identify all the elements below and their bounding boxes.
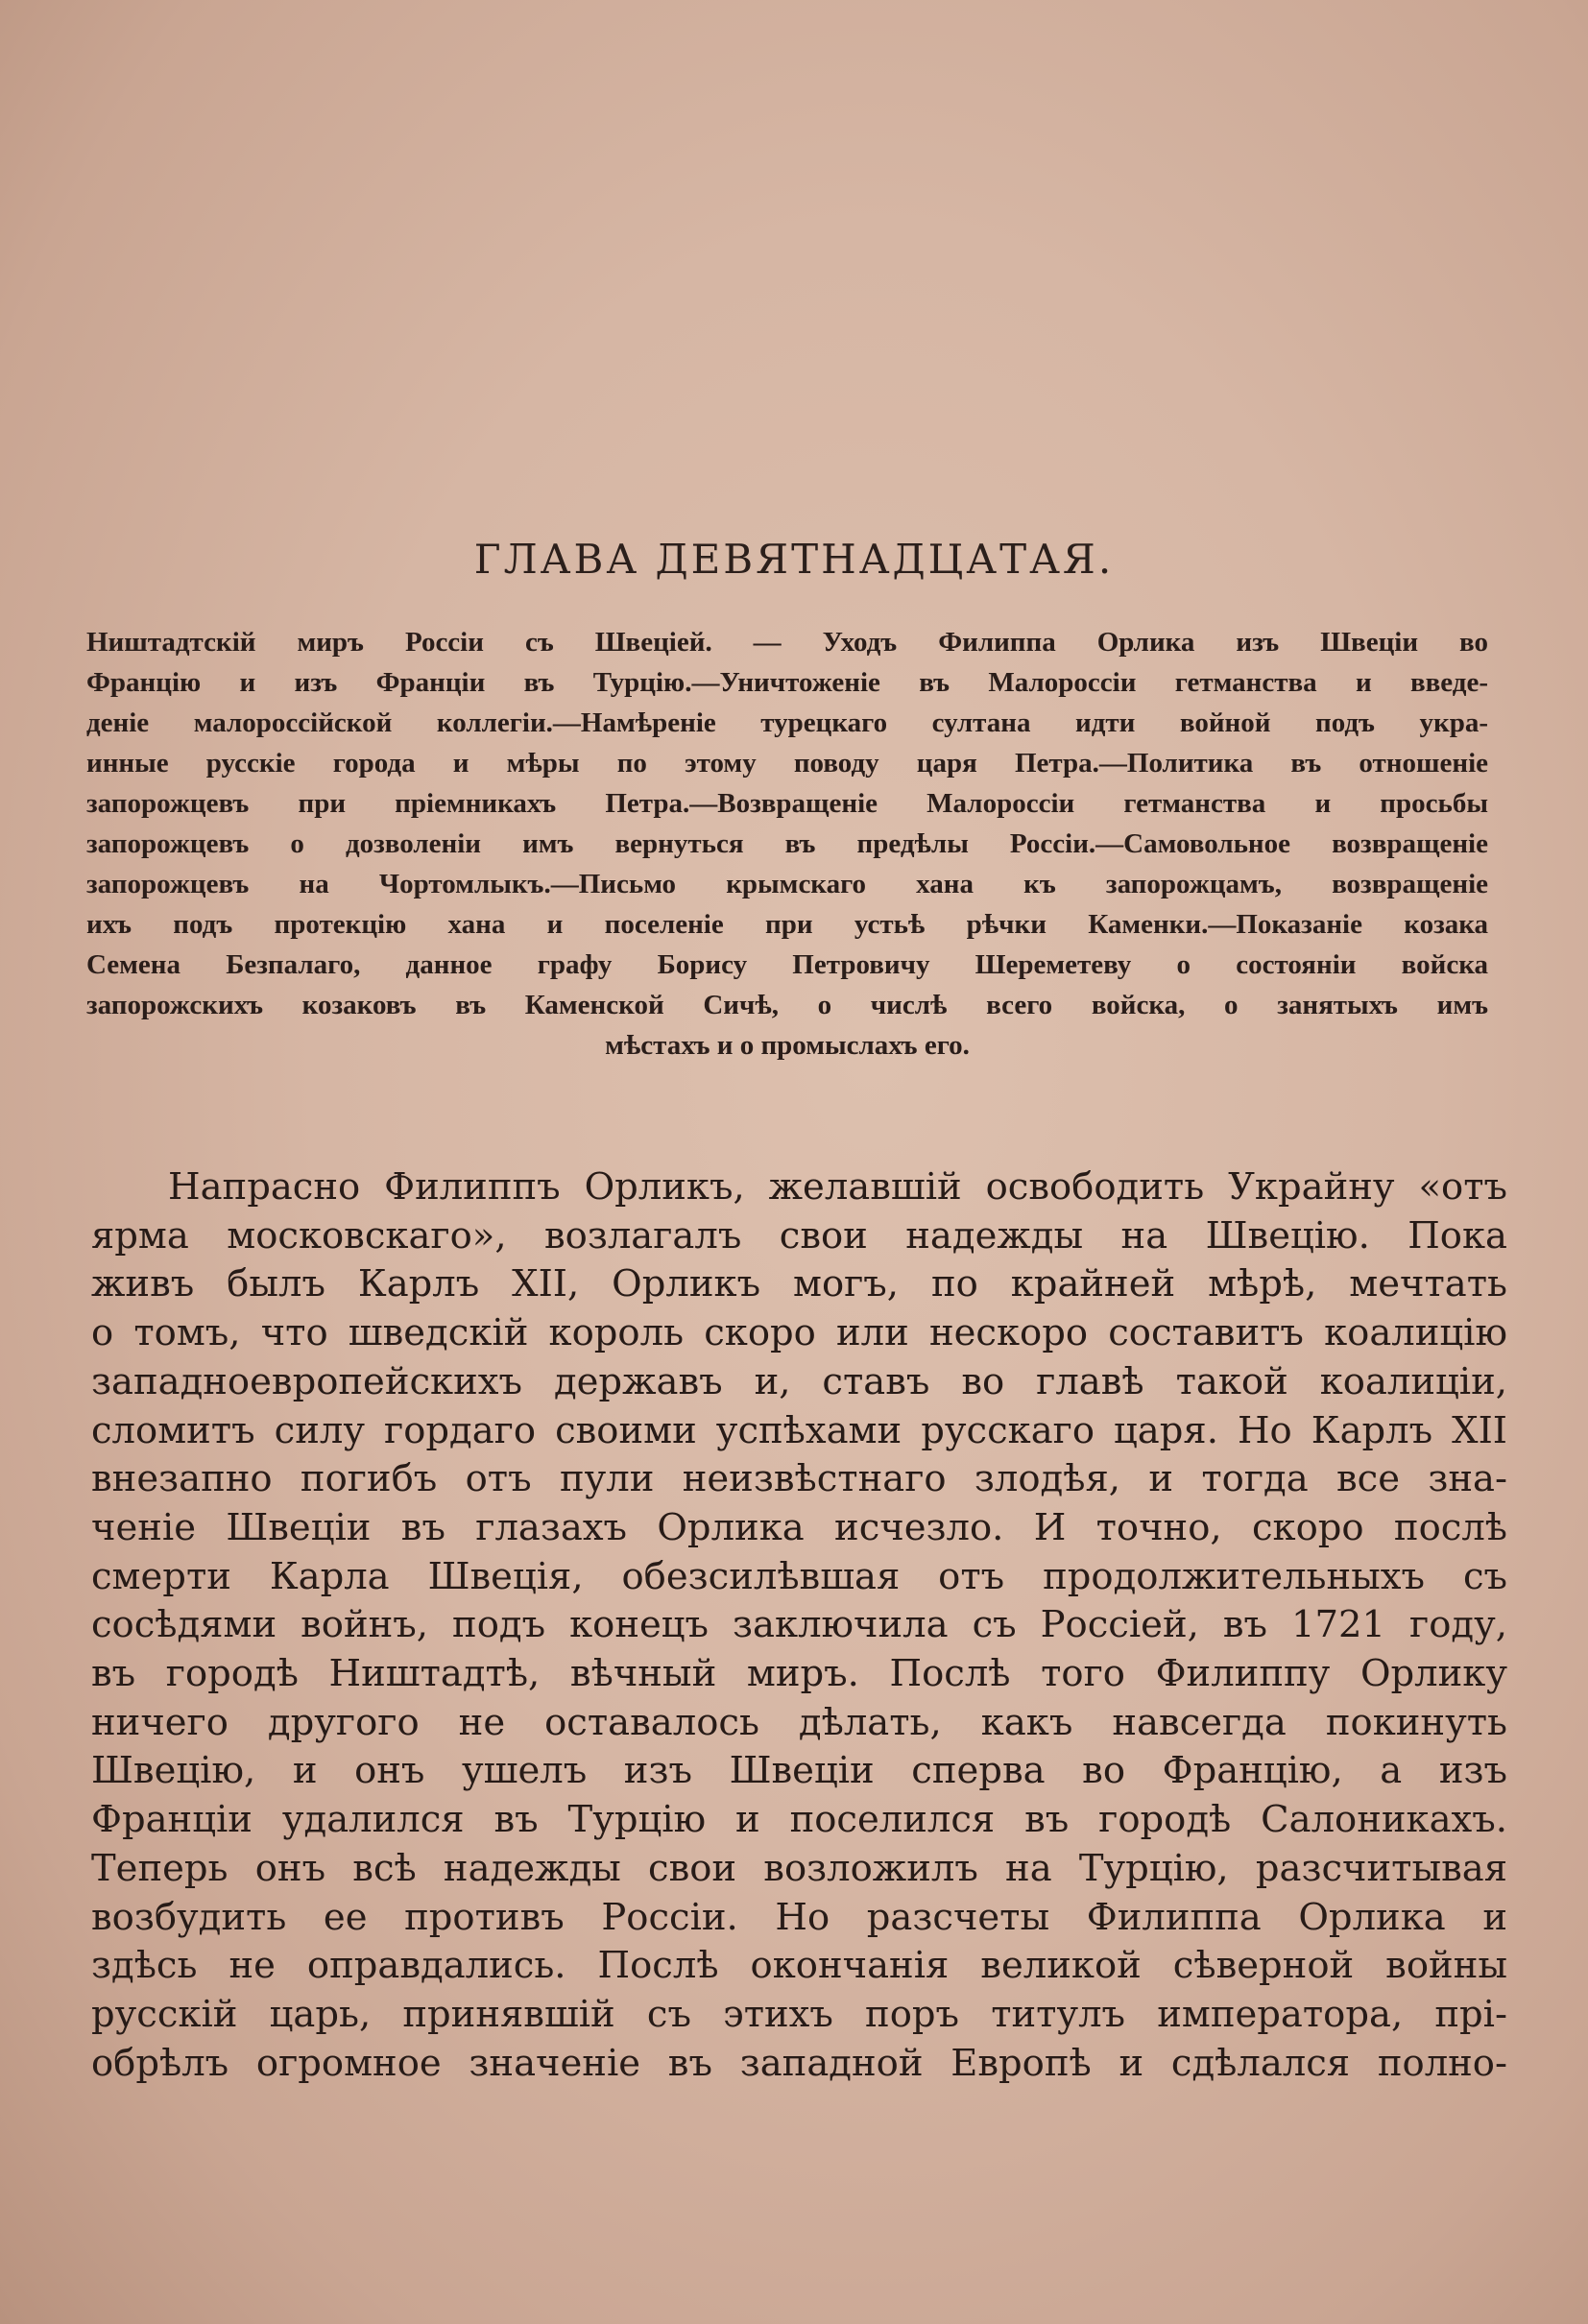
body-paragraph bbox=[91, 1163, 1507, 2088]
body-line: возбудить ее противъ Россіи. Но разсчеты Филиппа Орлика и bbox=[91, 1895, 1507, 1939]
summary-line: запорожскихъ козаковъ въ Каменской Сичѣ, о числѣ всего войска, о занятыхъ имъ bbox=[86, 990, 1488, 1020]
body-line: ничего другого не оставалось дѣлать, какъ навсегда покинуть bbox=[91, 1700, 1507, 1744]
body-line: живъ былъ Карлъ XII, Орликъ могъ, по крайней мѣрѣ, мечтать bbox=[91, 1262, 1507, 1306]
summary-line: запорожцевъ на Чортомлыкъ.—Письмо крымскаго хана къ запорожцамъ, возвращеніе bbox=[86, 869, 1488, 899]
body-line: Напрасно Филиппъ Орликъ, желавшій освободить Украйну «отъ bbox=[168, 1165, 1507, 1209]
body-line: о томъ, что шведскій король скоро или нескоро составитъ коалицію bbox=[91, 1311, 1507, 1355]
body-line: Франціи удалился въ Турцію и поселился въ городѣ Салоникахъ. bbox=[91, 1798, 1507, 1842]
summary-line: мѣстахъ и о промыслахъ его. bbox=[605, 1030, 970, 1061]
summary-line: ихъ подъ протекцію хана и поселеніе при устьѣ рѣчки Каменки.—Показаніе козака bbox=[86, 909, 1488, 940]
summary-line: деніе малороссійской коллегіи.—Намѣреніе турецкаго султана идти войной подъ укра- bbox=[86, 707, 1488, 738]
summary-line: Францію и изъ Франціи въ Турцію.—Уничтоженіе въ Малороссіи гетманства и введе- bbox=[86, 667, 1488, 698]
chapter-summary bbox=[86, 622, 1488, 1066]
body-line: сосѣдями войнъ, подъ конецъ заключила съ Россіей, въ 1721 году, bbox=[91, 1603, 1507, 1647]
summary-line: Семена Безпалаго, данное графу Борису Петровичу Шереметеву о состояніи войска bbox=[86, 949, 1488, 980]
body-line: ярма московскаго», возлагалъ свои надежды на Швецію. Пока bbox=[91, 1213, 1507, 1258]
body-line: смерти Карла Швеція, обезсилѣвшая отъ продолжительныхъ съ bbox=[91, 1554, 1507, 1598]
summary-line: инные русскіе города и мѣры по этому поводу царя Петра.—Политика въ отношеніе bbox=[86, 748, 1488, 779]
body-line: обрѣлъ огромное значеніе въ западной Европѣ и сдѣлался полно- bbox=[91, 2041, 1507, 2085]
chapter-title: ГЛАВА ДЕВЯТНАДЦАТАЯ. bbox=[473, 536, 1115, 583]
summary-line: запорожцевъ о дозволеніи имъ вернуться въ предѣлы Россіи.—Самовольное возвращеніе bbox=[86, 828, 1488, 859]
summary-line: Ништадтскій миръ Россіи съ Швеціей. — Уходъ Филиппа Орлика изъ Швеціи во bbox=[86, 627, 1488, 658]
body-line: внезапно погибъ отъ пули неизвѣстнаго злодѣя, и тогда все зна- bbox=[91, 1457, 1507, 1501]
body-line: въ городѣ Ништадтѣ, вѣчный миръ. Послѣ того Филиппу Орлику bbox=[91, 1652, 1507, 1696]
body-line: сломитъ силу гордаго своими успѣхами русскаго царя. Но Карлъ XII bbox=[91, 1408, 1507, 1452]
body-line: Швецію, и онъ ушелъ изъ Швеціи сперва во Францію, а изъ bbox=[91, 1749, 1507, 1793]
body-line: русскій царь, принявшій съ этихъ поръ титулъ императора, прі- bbox=[91, 1992, 1507, 2036]
body-line: Теперь онъ всѣ надежды свои возложилъ на Турцію, разсчитывая bbox=[91, 1846, 1507, 1890]
body-line: ченіе Швеціи въ глазахъ Орлика исчезло. И точно, скоро послѣ bbox=[91, 1505, 1507, 1549]
summary-line: запорожцевъ при пріемникахъ Петра.—Возвращеніе Малороссіи гетманства и просьбы bbox=[86, 788, 1488, 819]
body-line: западноевропейскихъ державъ и, ставъ во главѣ такой коалиціи, bbox=[91, 1359, 1507, 1403]
body-line: здѣсь не оправдались. Послѣ окончанія великой сѣверной войны bbox=[91, 1944, 1507, 1988]
